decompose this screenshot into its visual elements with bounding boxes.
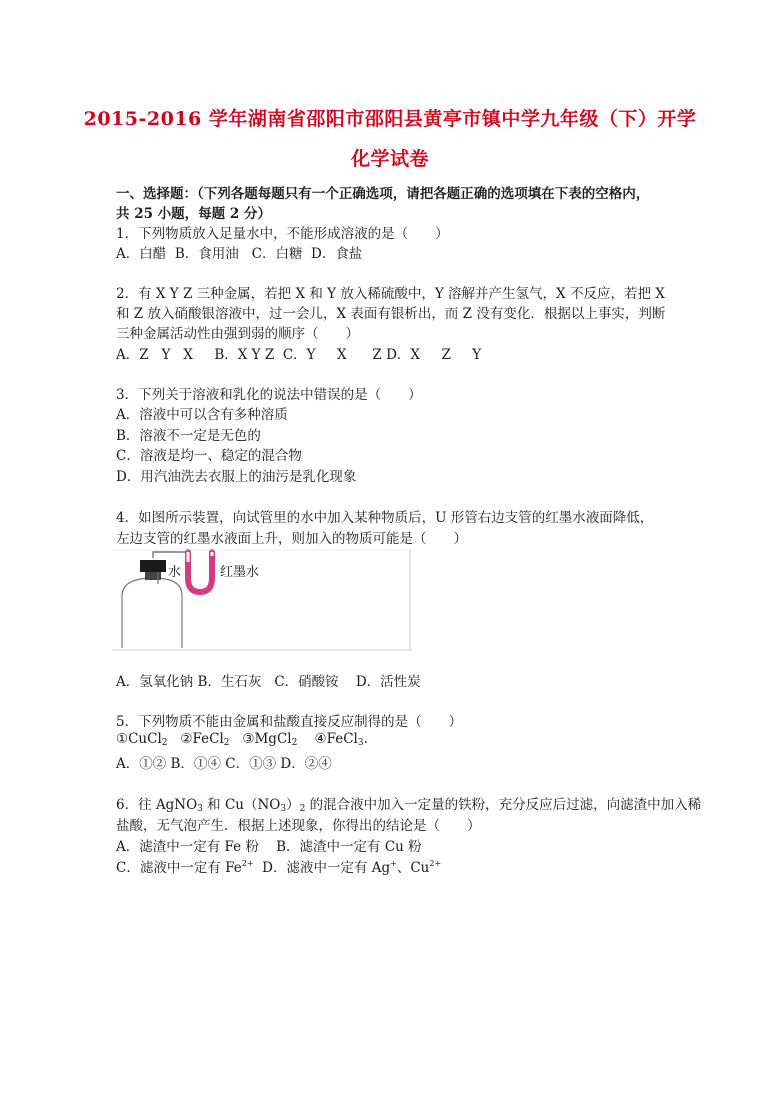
question-5-stem: 5．下列物质不能由金属和盐酸直接反应制得的是（ ） (116, 714, 463, 730)
question-6-stem-cont: 盐酸，无气泡产生．根据上述现象，你得出的结论是（ ） (116, 818, 481, 834)
item-4-subscript: 3 (357, 738, 364, 748)
item-end: . (363, 731, 368, 747)
question-3-option-c: C．溶液是均一、稳定的混合物 (116, 448, 302, 464)
q6-sub-b: 3 (280, 804, 287, 814)
question-3-stem: 3．下列关于溶液和乳化的说法中错误的是（ ） (116, 387, 422, 403)
question-2-stem-cont: 和 Z 放入硝酸银溶液中，过一会儿，X 表面有银析出，而 Z 没有变化．根据以上事实，判断 (116, 306, 666, 322)
q6-part-c: ） (286, 797, 300, 813)
question-2-stem-cont2: 三种金属活动性由强到弱的顺序（ ） (116, 326, 359, 342)
q6-part-a: 6．往 AgNO (116, 797, 198, 813)
item-2: ②FeCl (167, 731, 224, 747)
question-1-options: A．白醋 B．食用油 C．白糖 D．食盐 (116, 246, 363, 262)
item-4: ④FeCl (297, 731, 358, 747)
question-3-option-d: D．用汽油洗去衣服上的油污是乳化现象 (116, 469, 357, 485)
option-c-superscript: 2+ (241, 859, 254, 868)
q6-part-b: 和 Cu（NO (202, 797, 281, 813)
figure-label-red-ink: 红墨水 (220, 565, 260, 580)
option-d-superscript-2: 2+ (429, 859, 442, 868)
question-5-options: A．①② B．①④ C．①③ D．②④ (116, 756, 332, 772)
figure-label-water: 水 (168, 565, 182, 580)
question-4-options: A．氢氧化钠 B．生石灰 C．硝酸铵 D．活性炭 (116, 674, 421, 690)
question-6-options-cd (116, 856, 441, 876)
item-1: ①CuCl (116, 731, 162, 747)
section-heading: 一、选择题：（下列各题每题只有一个正确选项，请把各题正确的选项填在下表的空格内， (116, 186, 650, 202)
question-4-stem: 4．如图所示装置，向试管里的水中加入某种物质后，U 形管右边支管的红墨水液面降低， (116, 510, 654, 526)
q6-sub-c: 2 (299, 804, 306, 814)
question-3-option-a: A．溶液中可以含有多种溶质 (116, 407, 288, 423)
question-4-stem-cont: 左边支管的红墨水液面上升，则加入的物质可能是（ ） (116, 531, 467, 547)
option-d-superscript: + (390, 859, 397, 868)
question-5-items (116, 731, 368, 748)
question-2-stem: 2．有 X Y Z 三种金属，若把 X 和 Y 放入稀硫酸中，Y 溶解并产生氢气，X 不反应，若把 X (116, 286, 665, 302)
item-3-subscript: 2 (291, 738, 298, 748)
item-1-subscript: 2 (161, 738, 168, 748)
item-2-subscript: 2 (223, 738, 230, 748)
option-c: C．滤液中一定有 Fe (116, 860, 242, 876)
question-6-options-ab: A．滤渣中一定有 Fe 粉 B．滤渣中一定有 Cu 粉 (116, 839, 422, 855)
question-3-option-b: B．溶液不一定是无色的 (116, 428, 261, 444)
q6-part-d: 的混合液中加入一定量的铁粉，充分反应后过滤，向滤渣中加入稀 (305, 797, 702, 813)
page-title-line1: 2015-2016 学年湖南省邵阳市邵阳县黄亭市镇中学九年级（下）开学 (83, 108, 697, 130)
question-1-stem: 1．下列物质放入足量水中，不能形成溶液的是（ ） (116, 226, 449, 242)
item-3: ③MgCl (229, 731, 292, 747)
option-d: D．滤液中一定有 Ag (253, 860, 391, 876)
question-6-stem (116, 793, 701, 814)
apparatus-figure (112, 548, 412, 653)
page-title-line2: 化学试卷 (350, 148, 429, 170)
question-2-options: A．Z Y X B．X Y Z C．Y X Z D．X Z Y (116, 347, 482, 363)
q6-sub-a: 3 (197, 804, 203, 814)
option-d-cont: 、Cu (396, 860, 430, 876)
section-heading-cont: 共 25 小题，每题 2 分） (116, 206, 271, 222)
apparatus-drawing (112, 548, 412, 653)
